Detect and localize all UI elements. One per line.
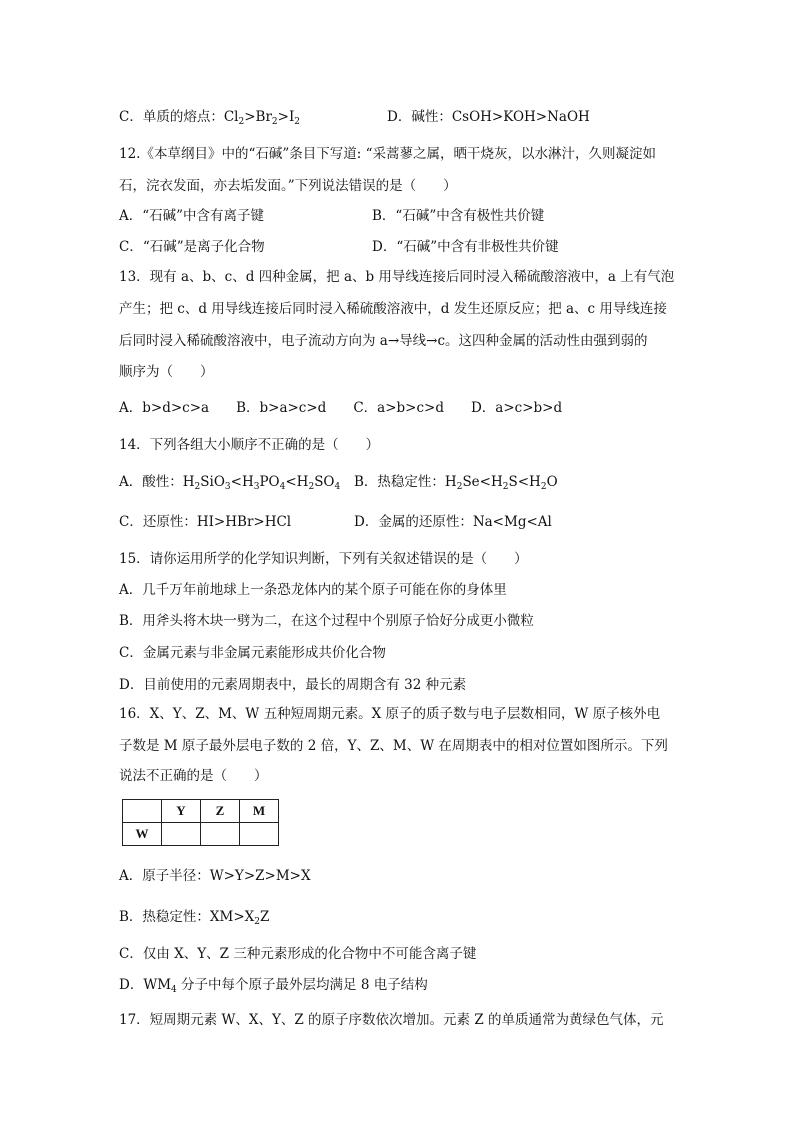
q17-stem-line1: 17．短周期元素 W、X、Y、Z 的原子序数依次增加。元素 Z 的单质通常为黄绿色气体，元 (119, 1012, 664, 1028)
q14-option-a: A．酸性：$H_2SiO_3<H_3PO_4<H_2SO_4$ (119, 474, 341, 492)
q12-option-a: A．“石碱”中含有离子键 (119, 208, 265, 224)
table-cell: M (240, 800, 279, 823)
q14-stem: 14．下列各组大小顺序不正确的是（ ） (119, 437, 380, 453)
table-row (123, 823, 279, 846)
q12-stem-line2: 石，浣衣发面，亦去垢发面。”下列说法错误的是（ ） (119, 178, 457, 194)
q13-options: A．b>d>c>a B．b>a>c>d C．a>b>c>d D．a>c>b>d (119, 400, 563, 416)
q14-option-b: B．热稳定性：$H_2Se<H_2S<H_2O$ (354, 474, 558, 492)
q12-option-b: B．“石碱”中含有极性共价键 (372, 208, 545, 224)
q14-option-d: D．金属的还原性：Na<Mg<Al (354, 514, 552, 530)
q16-stem-line2: 子数是 M 原子最外层电子数的 2 倍，Y、Z、M、W 在周期表中的相对位置如图所示。下列 (119, 738, 668, 754)
table-cell (240, 823, 279, 846)
q15-option-d: D．目前使用的元素周期表中，最长的周期含有 32 种元素 (119, 677, 467, 693)
table-cell (162, 823, 201, 846)
table-cell: W (123, 823, 162, 846)
q14-option-c: C．还原性：HI>HBr>HCl (119, 514, 292, 530)
periodic-position-table (122, 799, 279, 846)
q12-stem-line1: 12.《本草纲目》中的“石碱”条目下写道: “采蒿蓼之属，晒干烧灰，以水淋汁，久则凝淀如 (119, 146, 657, 162)
table-row (123, 800, 279, 823)
table-cell (123, 800, 162, 823)
q11-option-c: C．单质的熔点：$Cl_2>Br_2>I_2$ (119, 109, 301, 127)
q12-option-d: D．“石碱”中含有非极性共价键 (372, 239, 559, 255)
q13-stem-line1: 13．现有 a、b、c、d 四种金属，把 a、b 用导线连接后同时浸入稀硫酸溶液中，a 上有气泡 (119, 269, 675, 285)
q15-option-a: A．几千万年前地球上一条恐龙体内的某个原子可能在你的身体里 (119, 582, 507, 598)
table-cell (201, 823, 240, 846)
q15-option-c: C．金属元素与非金属元素能形成共价化合物 (119, 645, 386, 661)
q16-option-d: D．$WM_4$ 分子中每个原子最外层均满足 8 电子结构 (119, 977, 428, 995)
q11-option-d: D．碱性：CsOH>KOH>NaOH (387, 109, 590, 125)
q15-stem: 15．请你运用所学的化学知识判断，下列有关叙述错误的是（ ） (119, 551, 528, 567)
q13-stem-line2: 产生；把 c、d 用导线连接后同时浸入稀硫酸溶液中，d 发生还原反应；把 a、c 用导线连接 (119, 301, 667, 317)
q16-option-a: A．原子半径：W>Y>Z>M>X (119, 868, 311, 884)
q16-option-b: B．热稳定性：$XM>X_2Z$ (119, 909, 270, 927)
q16-stem-line1: 16．X、Y、Z、M、W 五种短周期元素。X 原子的质子数与电子层数相同，W 原子核外电 (119, 706, 661, 722)
q12-option-c: C．“石碱”是离子化合物 (119, 239, 265, 255)
table-cell: Z (201, 800, 240, 823)
table-cell: Y (162, 800, 201, 823)
q16-stem-line3: 说法不正确的是（ ） (119, 768, 268, 784)
q13-stem-line3: 后同时浸入稀硫酸溶液中，电子流动方向为 a→导线→c。这四种金属的活动性由强到弱的 (119, 333, 648, 349)
q16-option-c: C．仅由 X、Y、Z 三种元素形成的化合物中不可能含离子键 (119, 946, 477, 962)
q15-option-b: B．用斧头将木块一劈为二，在这个过程中个别原子恰好分成更小微粒 (119, 613, 534, 629)
q13-stem-line4: 顺序为（ ） (119, 364, 214, 380)
